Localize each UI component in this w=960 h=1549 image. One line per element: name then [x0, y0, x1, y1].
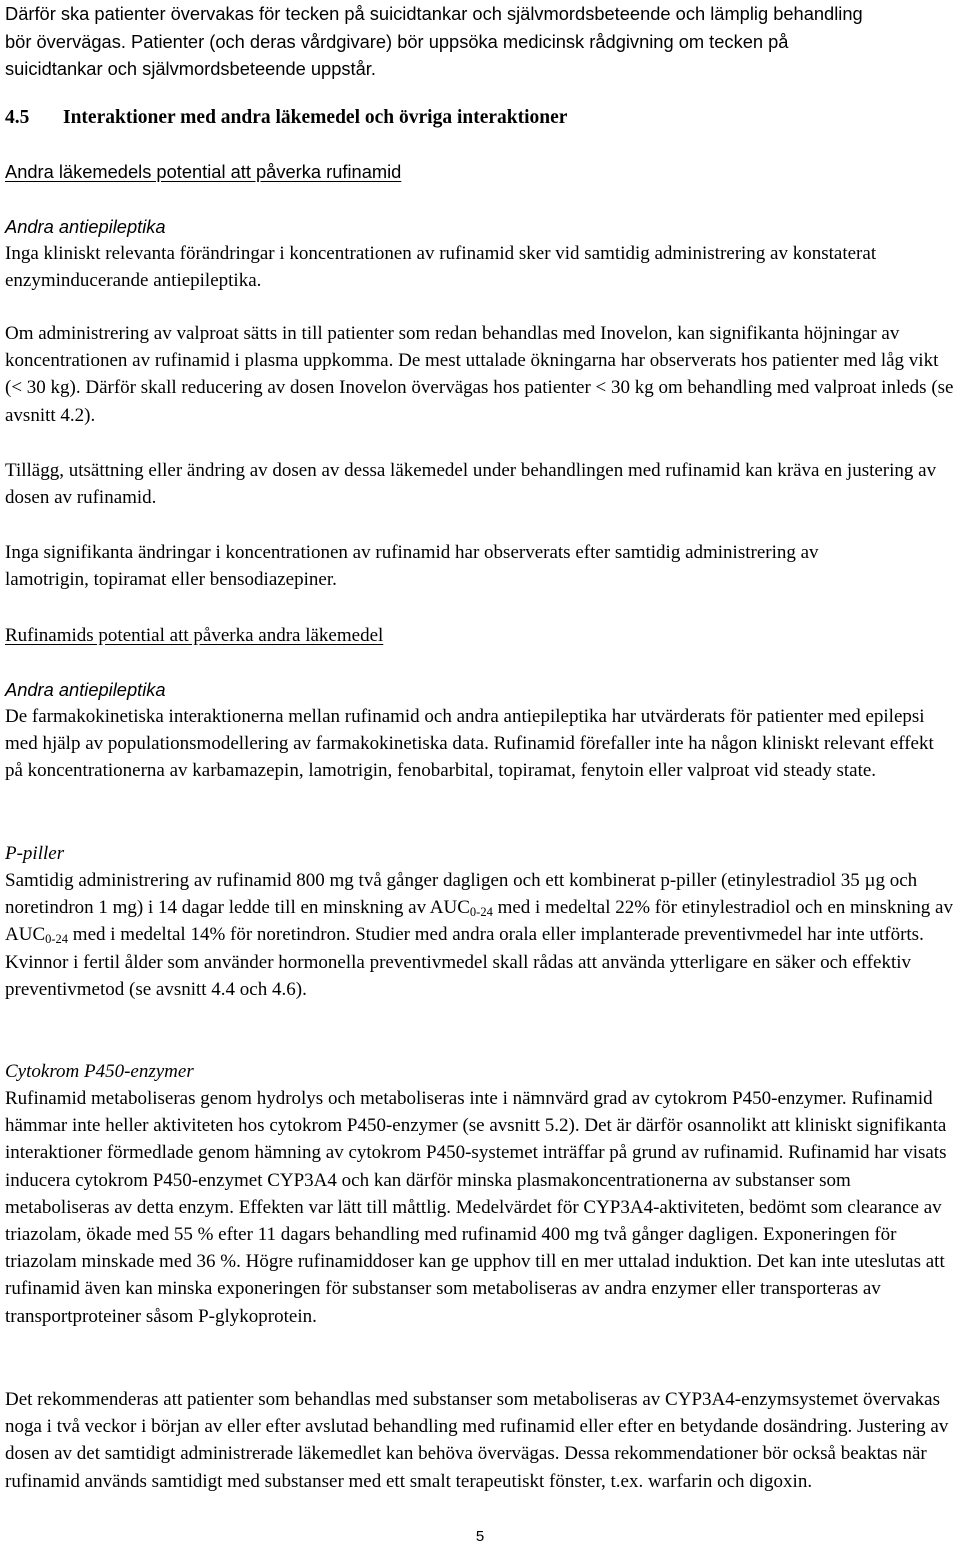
- auc-subscript-2: 0-24: [45, 932, 69, 947]
- section-heading: [5, 104, 567, 131]
- pill-text-4: Studier med andra orala eller implanterade preventivmedel har inte utförts. Kvinnor i fertil ålder som använder hormonella preventivmedel skall rådas att använda ytterligare en säker och effektiv preventivmetod (se avsnitt 4.4 och 4.6).: [5, 924, 924, 1000]
- paragraph-recommendations: Det rekommenderas att patienter som behandlas med substanser som metaboliseras av CYP3A4-enzymsystemet övervakas noga i två veckor i början av eller efter avslutad behandling med rufinamid eller efter en betydande dosändring. Justering av dosen av det samtidigt administrerade läkemedlet kan behöva övervägas. Dessa rekommendationer bör också beaktas när rufinamid används samtidigt med substanser med ett smalt terapeutiskt fönster, t.ex. warfarin och digoxin.: [5, 1389, 949, 1492]
- paragraph-no-significant-change: Inga signifikanta ändringar i koncentrationen av rufinamid har observerats efter samtidig administrering av lamotrigin, topiramat eller bensodiazepiner.: [5, 542, 819, 591]
- section-number: 4.5: [5, 107, 30, 128]
- pill-text-3: med i medeltal 14% för noretindron.: [68, 924, 351, 946]
- page-number: 5: [475, 1528, 485, 1545]
- subheading-effects-on-rufinamide: Andra läkemedels potential att påverka rufinamid: [5, 161, 402, 182]
- subheading-effects-on-other-drugs: Rufinamids potential att påverka andra läkemedel: [5, 625, 384, 646]
- pill-text-2: med i medeltal 22% för etinylestradiol och en minskning av AUC: [5, 897, 953, 946]
- paragraph-valproate: [5, 320, 955, 429]
- heading-other-antiepileptics-2: Andra antiepileptika: [5, 679, 166, 700]
- heading-oral-contraceptives: P-piller: [5, 843, 65, 864]
- valproate-sentence-3: Därför skall reducering av dosen Inovelon övervägas hos patienter < 30 kg om behandling med valproat inleds (se avsnitt 4.2).: [5, 377, 954, 426]
- intro-paragraph: Därför ska patienter övervakas för tecken på suicidtankar och självmordsbeteende och lämplig behandling bör övervägas. Patienter (och deras vårdgivare) bör uppsöka medicinsk rådgivning om tecken på suicidtankar och självmordsbeteende uppstår.: [5, 3, 863, 79]
- heading-cytochrome-p450: Cytokrom P450-enzymer: [5, 1061, 194, 1082]
- section-title: Interaktioner med andra läkemedel och övriga interaktioner: [63, 107, 568, 128]
- heading-other-antiepileptics-1: Andra antiepileptika: [5, 216, 166, 237]
- paragraph-dose-change: Tillägg, utsättning eller ändring av dosen av dessa läkemedel under behandlingen med rufinamid kan kräva en justering av dosen av rufinamid.: [5, 460, 937, 509]
- valproate-sentence-1: Om administrering av valproat sätts in till patienter som redan behandlas med Inovelon, kan signifikanta höjningar av koncentrationen av rufinamid i plasma uppkomma.: [5, 323, 900, 372]
- valproate-sentence-2: De mest uttalade ökningarna har observerats hos patienter med låg vikt (< 30 kg).: [5, 350, 939, 399]
- paragraph-enzyme-inducers: Inga kliniskt relevanta förändringar i koncentrationen av rufinamid sker vid samtidig administrering av konstaterat enzyminducerande antiepileptika.: [5, 243, 877, 292]
- pill-text-1: Samtidig administrering av rufinamid 800 mg två gånger dagligen och ett kombinerat p-piller (etinylestradiol 35 µg och noretindron 1 mg) i 14 dagar ledde till en minskning av AUC: [5, 870, 918, 919]
- paragraph-oral-contraceptives: [5, 867, 955, 1003]
- paragraph-cytochrome-p450: Rufinamid metaboliseras genom hydrolys och metaboliseras inte i nämnvärd grad av cytokrom P450-enzymer. Rufinamid hämmar inte heller aktiviteten hos cytokrom P450-enzymer (se avsnitt 5.2). Det är därför osannolikt att kliniskt signifikanta interaktioner förmedlade genom hämning av cytokrom P450-systemet inträffar på grund av rufinamid. Rufinamid har visats inducera cytokrom P450-enzymet CYP3A4 och kan därför minska plasmakoncentrationerna av substanser som metaboliseras av detta enzym. Effekten var lätt till måttlig. Medelvärdet för CYP3A4-aktiviteten, bedömt som clearance av triazolam, ökade med 55 % efter 11 dagars behandling med rufinamid 400 mg två gånger dagligen. Exponeringen för triazolam minskade med 36 %. Högre rufinamiddoser kan ge upphov till en mer uttalad induktion. Det kan inte uteslutas att rufinamid även kan minska exponeringen för substanser som metaboliseras av andra enzymer eller transporteras av transportproteiner såsom P-glykoprotein.: [5, 1088, 947, 1327]
- paragraph-pk-interactions: De farmakokinetiska interaktionerna mellan rufinamid och andra antiepileptika har utvärderats för patienter med epilepsi med hjälp av populationsmodellering av farmakokinetiska data. Rufinamid förefaller inte ha någon kliniskt relevant effekt på koncentrationerna av karbamazepin, lamotrigin, fenobarbital, topiramat, fenytoin eller valproat vid steady state.: [5, 706, 934, 782]
- auc-subscript-1: 0-24: [469, 905, 493, 920]
